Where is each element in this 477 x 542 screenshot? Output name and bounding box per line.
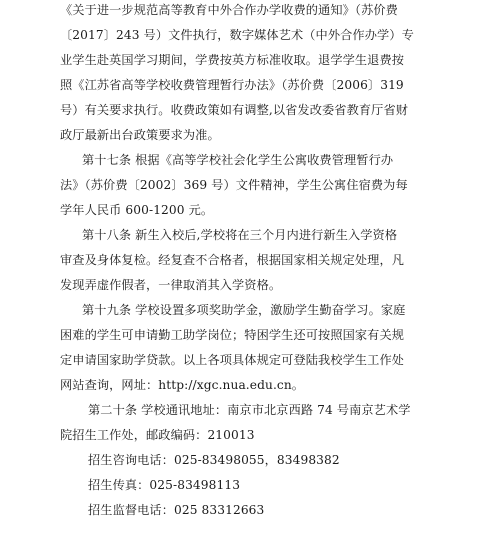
paragraph-line: 发现弄虚作假者，一律取消其入学资格。	[60, 278, 282, 292]
paragraph-line: 《关于进一步规范高等教育中外合作办学收费的通知》（苏价费	[60, 3, 398, 17]
admissions-fax-line: 招生传真：025-83498113	[88, 478, 241, 492]
paragraph-line: 困难的学生可申请勤工助学岗位；特困学生还可按照国家有关规	[60, 328, 405, 342]
article-18-heading-line: 第十八条 新生入校后,学校将在三个月内进行新生入学资格	[82, 228, 398, 242]
paragraph-line: 照《江苏省高等学校收费管理暂行办法》（苏价费〔2006〕319	[60, 78, 404, 92]
paragraph-line: 法》（苏价费〔2002〕369 号）文件精神，学生公寓住宿费为每	[60, 178, 408, 192]
paragraph-line: 业学生赴英国学习期间，学费按英方标准收取。退学学生退费按	[60, 53, 405, 67]
article-20-heading-line: 第二十条 学校通讯地址：南京市北京西路 74 号南京艺术学	[88, 403, 411, 417]
paragraph-line: 政厅最新出台政策要求为准。	[60, 128, 220, 142]
paragraph-line: 〔2017〕243 号）文件执行，数字媒体艺术（中外合作办学）专	[60, 28, 414, 42]
admissions-phone-line: 招生咨询电话：025-83498055，83498382	[88, 453, 340, 467]
article-19-heading-line: 第十九条 学校设置多项奖助学金，激励学生勤奋学习。家庭	[82, 303, 406, 317]
website-line: 网站查询，网址：http://xgc.nua.edu.cn。	[60, 378, 305, 392]
postal-address-line: 院招生工作处，邮政编码：210013	[60, 428, 255, 442]
paragraph-line: 审查及身体复检。经复查不合格者，根据国家相关规定处理，凡	[60, 253, 405, 267]
paragraph-line: 学年人民币 600-1200 元。	[60, 203, 214, 217]
paragraph-line: 号）有关要求执行。收费政策如有调整,以省发改委省教育厅省财	[60, 103, 409, 117]
article-17-heading-line: 第十七条 根据《高等学校社会化学生公寓收费管理暂行办	[82, 153, 394, 167]
supervision-phone-line: 招生监督电话：025 83312663	[88, 503, 265, 517]
paragraph-line: 定申请国家助学贷款。以上各项具体规定可登陆我校学生工作处	[60, 353, 405, 367]
